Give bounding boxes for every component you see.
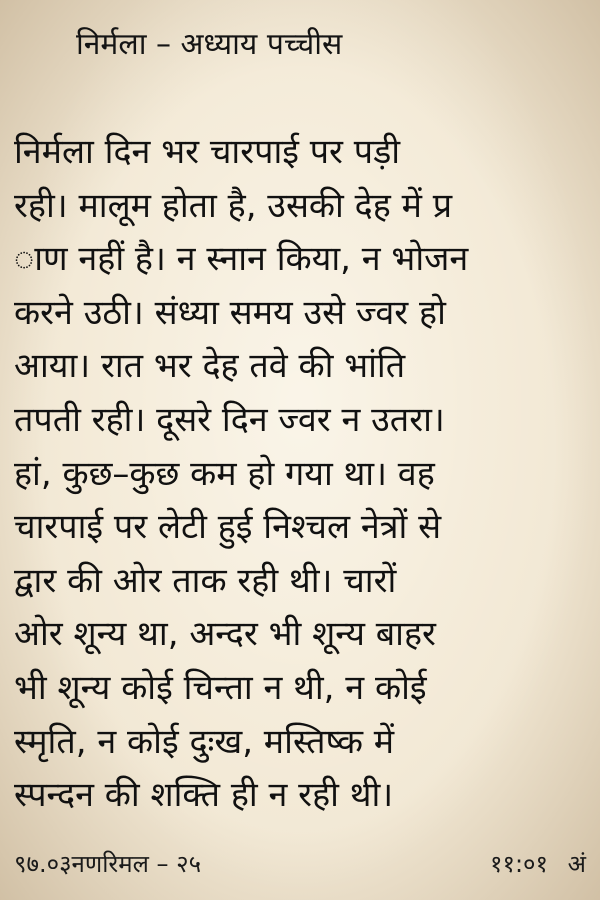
text-line: ाण नहीं है। न स्नान किया, न भोजन	[14, 239, 469, 280]
text-line: आया। रात भर देह तवे की भांति	[14, 346, 406, 387]
text-line: द्वार की ओर ताक रही थी। चारों	[14, 560, 397, 601]
text-line: हां, कुछ–कुछ कम हो गया था। वह	[14, 453, 435, 494]
text-line: निर्मला दिन भर चारपाई पर पड़ी	[14, 132, 401, 172]
text-line: भी शून्य कोई चिन्ता न थी, न कोई	[14, 667, 427, 708]
reading-position: ९७.०३नणरिमल – २५	[14, 850, 202, 878]
status-footer	[0, 836, 600, 892]
chapter-body[interactable]	[14, 126, 586, 823]
text-line: तपती रही। दूसरे दिन ज्वर न उतरा।	[14, 399, 445, 440]
footer-right-group	[490, 848, 586, 880]
text-line: ओर शून्य था, अन्दर भी शून्य बाहर	[14, 614, 436, 655]
text-line: करने उठी। संध्या समय उसे ज्वर हो	[14, 292, 446, 333]
text-line: स्मृति, न कोई दुःख, मस्तिष्क में	[14, 721, 395, 762]
text-line: रही। मालूम होता है, उसकी देह में प्र	[14, 185, 453, 226]
clock-time: ११:०१	[490, 850, 549, 878]
text-line: स्पन्दन की शक्ति ही न रही थी।	[14, 775, 394, 816]
chapter-title: निर्मला – अध्याय पच्चीस	[76, 27, 343, 62]
text-line: चारपाई पर लेटी हुई निश्चल नेत्रों से	[14, 507, 442, 548]
font-toggle-button[interactable]: अं	[567, 850, 586, 878]
